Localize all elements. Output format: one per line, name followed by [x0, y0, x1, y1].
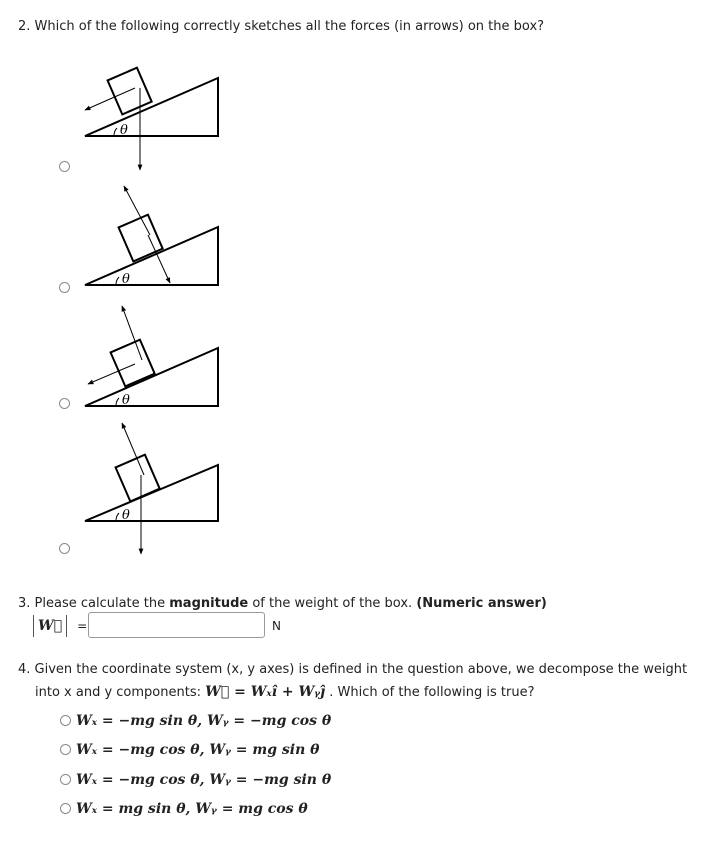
question-2-choice-b-diagram [70, 183, 230, 298]
question-4-line2-before: into x and y components: [35, 685, 206, 700]
box [116, 455, 160, 502]
question-3-text-bold: magnitude [169, 596, 249, 611]
question-2-text: Which of the following correctly sketches all the forces (in arrows) on the box? [34, 19, 545, 34]
weight-vector-symbol: W⃗ [38, 618, 63, 634]
question-4-option-a-label: Wₓ = −mg sin θ, Wᵧ = −mg cos θ [76, 713, 332, 729]
angle-arc [116, 398, 119, 406]
question-3-prompt [18, 596, 547, 611]
force-arrow-friction [88, 364, 135, 384]
question-4-line1: Given the coordinate system (x, y axes) is defined in the question above, we decompose the weight [34, 662, 688, 677]
angle-arc [116, 277, 119, 285]
weight-magnitude-input[interactable] [88, 612, 265, 638]
question-4-option-d-label: Wₓ = mg sin θ, Wᵧ = mg cos θ [76, 801, 308, 817]
question-4-option-c[interactable] [60, 772, 331, 788]
question-3-text-after: of the weight of the box. [248, 596, 417, 611]
question-4-prompt-line1 [18, 662, 687, 677]
question-4-option-d-radio[interactable] [60, 803, 71, 814]
question-4-option-b[interactable] [60, 742, 319, 758]
question-4-option-a[interactable] [60, 713, 331, 729]
question-4-option-c-label: Wₓ = −mg cos θ, Wᵧ = −mg sin θ [76, 772, 332, 788]
angle-arc [114, 128, 117, 136]
question-4-equation: W⃗ = Wₓî + Wᵧĵ [205, 684, 326, 700]
incline [85, 227, 218, 285]
question-2-choice-c-diagram [70, 302, 230, 412]
question-2-choice-a-radio[interactable] [59, 161, 70, 172]
question-2-choice-b-radio[interactable] [59, 282, 70, 293]
question-4-option-b-label: Wₓ = −mg cos θ, Wᵧ = mg sin θ [76, 742, 320, 758]
question-2-choice-d-diagram [70, 420, 230, 560]
question-4-number: 4. [18, 662, 31, 677]
question-2-choice-a-diagram [70, 58, 230, 176]
question-3-numeric-tag: (Numeric answer) [416, 596, 547, 611]
question-4-option-c-radio[interactable] [60, 774, 71, 785]
theta-label: θ [122, 393, 130, 408]
question-4-prompt-line2 [35, 684, 535, 700]
force-arrow-friction [85, 88, 135, 110]
box [108, 68, 152, 115]
question-4-option-a-radio[interactable] [60, 715, 71, 726]
weight-magnitude-label [33, 613, 87, 639]
theta-label: θ [120, 123, 128, 138]
force-arrow-normal [122, 423, 144, 475]
question-2-number: 2. [18, 19, 31, 34]
incline [85, 78, 218, 136]
unit-label: N [272, 619, 281, 633]
question-2-prompt [18, 19, 544, 34]
question-3-number: 3. [18, 596, 31, 611]
theta-label: θ [122, 508, 130, 523]
force-arrow-normal [124, 186, 150, 235]
question-3-text-before: Please calculate the [34, 596, 170, 611]
equals-sign: = [77, 619, 88, 633]
force-arrow-normal [122, 306, 142, 360]
theta-label: θ [122, 272, 130, 287]
question-4-option-d[interactable] [60, 801, 308, 817]
question-2-choice-d-radio[interactable] [59, 543, 70, 554]
question-2-choice-c-radio[interactable] [59, 398, 70, 409]
angle-arc [116, 513, 119, 521]
question-4-option-b-radio[interactable] [60, 744, 71, 755]
question-4-line2-after: . Which of the following is true? [325, 685, 535, 700]
